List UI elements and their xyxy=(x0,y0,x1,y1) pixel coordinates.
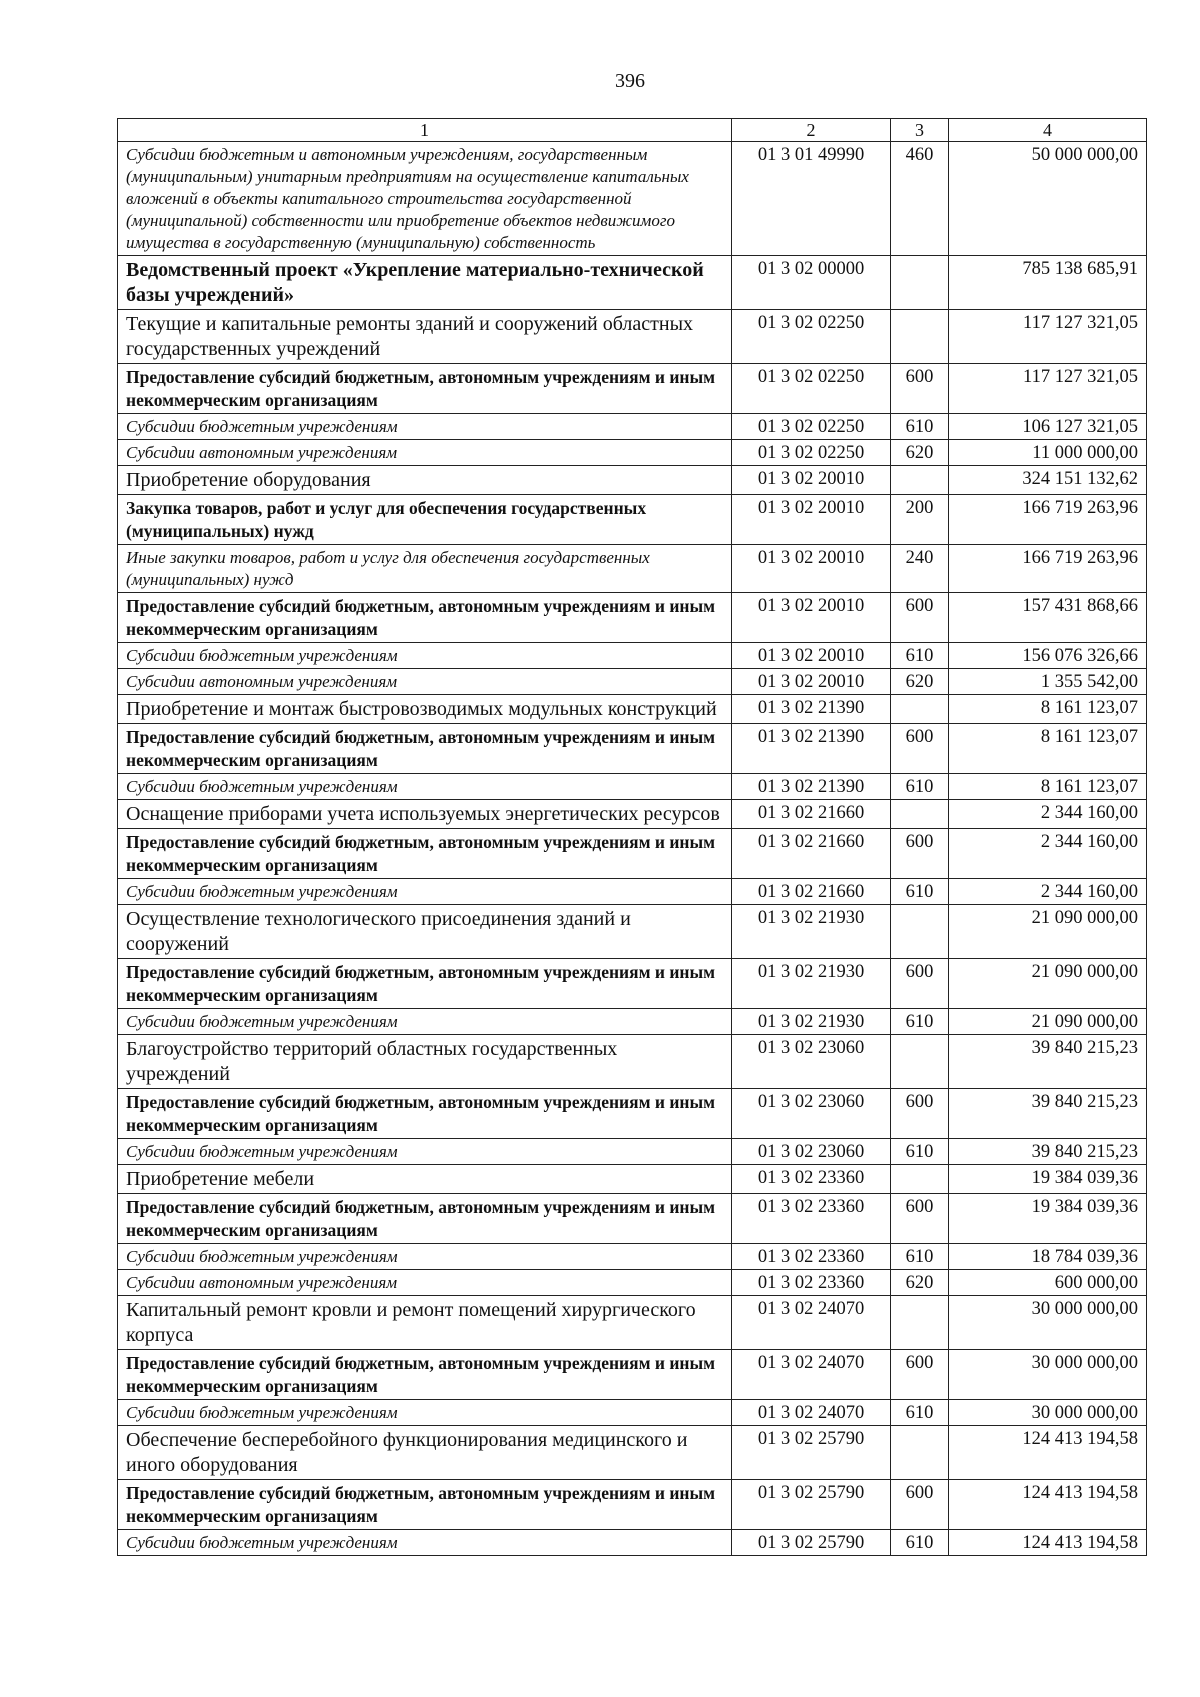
table-row xyxy=(118,593,1147,643)
row-type: 600 xyxy=(891,829,949,879)
row-code: 01 3 02 00000 xyxy=(732,256,891,310)
row-label: Предоставление субсидий бюджетным, автономным учреждениям и иным некоммерческим организациям xyxy=(118,1350,732,1400)
row-label: Закупка товаров, работ и услуг для обеспечения государственных (муниципальных) нужд xyxy=(118,495,732,545)
row-type: 240 xyxy=(891,545,949,593)
row-code: 01 3 02 21930 xyxy=(732,959,891,1009)
row-amount: 166 719 263,96 xyxy=(949,495,1147,545)
row-code: 01 3 02 20010 xyxy=(732,669,891,695)
row-label: Предоставление субсидий бюджетным, автономным учреждениям и иным некоммерческим организациям xyxy=(118,364,732,414)
row-code: 01 3 02 20010 xyxy=(732,643,891,669)
table-row xyxy=(118,1480,1147,1530)
row-amount: 19 384 039,36 xyxy=(949,1194,1147,1244)
row-code: 01 3 02 23360 xyxy=(732,1165,891,1194)
table-row xyxy=(118,1165,1147,1194)
row-code: 01 3 02 02250 xyxy=(732,364,891,414)
row-type: 600 xyxy=(891,724,949,774)
row-label: Субсидии автономным учреждениям xyxy=(118,440,732,466)
table-row xyxy=(118,1009,1147,1035)
row-amount: 30 000 000,00 xyxy=(949,1296,1147,1350)
row-code: 01 3 02 21660 xyxy=(732,879,891,905)
row-label: Субсидии автономным учреждениям xyxy=(118,1270,732,1296)
row-amount: 50 000 000,00 xyxy=(949,142,1147,256)
row-label: Субсидии бюджетным учреждениям xyxy=(118,1400,732,1426)
row-amount: 39 840 215,23 xyxy=(949,1089,1147,1139)
row-type: 600 xyxy=(891,593,949,643)
row-label: Предоставление субсидий бюджетным, автономным учреждениям и иным некоммерческим организациям xyxy=(118,1194,732,1244)
row-label: Предоставление субсидий бюджетным, автономным учреждениям и иным некоммерческим организациям xyxy=(118,724,732,774)
row-amount: 21 090 000,00 xyxy=(949,905,1147,959)
table-row xyxy=(118,495,1147,545)
row-type xyxy=(891,466,949,495)
row-code: 01 3 02 21390 xyxy=(732,724,891,774)
row-amount: 106 127 321,05 xyxy=(949,414,1147,440)
row-code: 01 3 02 21660 xyxy=(732,800,891,829)
row-code: 01 3 01 49990 xyxy=(732,142,891,256)
row-code: 01 3 02 21930 xyxy=(732,1009,891,1035)
table-row xyxy=(118,1035,1147,1089)
row-code: 01 3 02 02250 xyxy=(732,310,891,364)
table-row xyxy=(118,1350,1147,1400)
table-row xyxy=(118,466,1147,495)
row-label: Субсидии бюджетным учреждениям xyxy=(118,879,732,905)
row-type xyxy=(891,1165,949,1194)
row-type: 610 xyxy=(891,1400,949,1426)
row-code: 01 3 02 21930 xyxy=(732,905,891,959)
table-row xyxy=(118,256,1147,310)
table-row xyxy=(118,414,1147,440)
row-label: Приобретение мебели xyxy=(118,1165,732,1194)
row-type: 610 xyxy=(891,774,949,800)
row-label: Субсидии бюджетным учреждениям xyxy=(118,643,732,669)
table-row xyxy=(118,800,1147,829)
row-amount: 19 384 039,36 xyxy=(949,1165,1147,1194)
row-label: Приобретение оборудования xyxy=(118,466,732,495)
row-label: Субсидии бюджетным учреждениям xyxy=(118,1139,732,1165)
row-label: Предоставление субсидий бюджетным, автономным учреждениям и иным некоммерческим организациям xyxy=(118,829,732,879)
row-amount: 30 000 000,00 xyxy=(949,1400,1147,1426)
table-row xyxy=(118,1296,1147,1350)
row-code: 01 3 02 23060 xyxy=(732,1035,891,1089)
row-type xyxy=(891,256,949,310)
table-row xyxy=(118,774,1147,800)
row-amount: 117 127 321,05 xyxy=(949,310,1147,364)
row-amount: 30 000 000,00 xyxy=(949,1350,1147,1400)
row-amount: 124 413 194,58 xyxy=(949,1480,1147,1530)
row-type xyxy=(891,800,949,829)
row-amount: 2 344 160,00 xyxy=(949,829,1147,879)
row-amount: 8 161 123,07 xyxy=(949,724,1147,774)
row-amount: 600 000,00 xyxy=(949,1270,1147,1296)
row-label: Обеспечение бесперебойного функционирования медицинского и иного оборудования xyxy=(118,1426,732,1480)
row-type: 600 xyxy=(891,959,949,1009)
row-label: Предоставление субсидий бюджетным, автономным учреждениям и иным некоммерческим организациям xyxy=(118,1480,732,1530)
row-code: 01 3 02 23360 xyxy=(732,1270,891,1296)
row-label: Субсидии бюджетным учреждениям xyxy=(118,774,732,800)
table-row xyxy=(118,669,1147,695)
table-row xyxy=(118,724,1147,774)
row-code: 01 3 02 25790 xyxy=(732,1426,891,1480)
row-amount: 2 344 160,00 xyxy=(949,879,1147,905)
budget-table xyxy=(117,118,1147,1556)
row-label: Иные закупки товаров, работ и услуг для обеспечения государственных (муниципальных) нужд xyxy=(118,545,732,593)
row-code: 01 3 02 02250 xyxy=(732,440,891,466)
table-row xyxy=(118,142,1147,256)
row-type xyxy=(891,695,949,724)
header-col-3: 3 xyxy=(891,119,949,142)
row-code: 01 3 02 24070 xyxy=(732,1400,891,1426)
table-row xyxy=(118,1244,1147,1270)
row-label: Субсидии бюджетным учреждениям xyxy=(118,1530,732,1556)
row-code: 01 3 02 02250 xyxy=(732,414,891,440)
row-type: 600 xyxy=(891,364,949,414)
row-code: 01 3 02 21660 xyxy=(732,829,891,879)
row-type: 600 xyxy=(891,1194,949,1244)
row-type xyxy=(891,1296,949,1350)
row-amount: 21 090 000,00 xyxy=(949,1009,1147,1035)
row-type: 610 xyxy=(891,1139,949,1165)
row-amount: 18 784 039,36 xyxy=(949,1244,1147,1270)
row-code: 01 3 02 25790 xyxy=(732,1480,891,1530)
row-type: 610 xyxy=(891,414,949,440)
row-code: 01 3 02 20010 xyxy=(732,545,891,593)
table-row xyxy=(118,1530,1147,1556)
row-label: Субсидии автономным учреждениям xyxy=(118,669,732,695)
row-code: 01 3 02 24070 xyxy=(732,1350,891,1400)
row-type xyxy=(891,1035,949,1089)
table-row xyxy=(118,643,1147,669)
row-code: 01 3 02 20010 xyxy=(732,593,891,643)
row-label: Предоставление субсидий бюджетным, автономным учреждениям и иным некоммерческим организациям xyxy=(118,1089,732,1139)
row-type: 620 xyxy=(891,669,949,695)
row-amount: 124 413 194,58 xyxy=(949,1530,1147,1556)
row-amount: 156 076 326,66 xyxy=(949,643,1147,669)
row-amount: 166 719 263,96 xyxy=(949,545,1147,593)
table-row xyxy=(118,905,1147,959)
row-type xyxy=(891,905,949,959)
header-col-1: 1 xyxy=(118,119,732,142)
row-type: 620 xyxy=(891,440,949,466)
row-type: 610 xyxy=(891,643,949,669)
row-type: 610 xyxy=(891,1244,949,1270)
row-code: 01 3 02 23060 xyxy=(732,1089,891,1139)
row-label: Предоставление субсидий бюджетным, автономным учреждениям и иным некоммерческим организациям xyxy=(118,593,732,643)
table-row xyxy=(118,959,1147,1009)
row-type: 600 xyxy=(891,1480,949,1530)
row-code: 01 3 02 24070 xyxy=(732,1296,891,1350)
row-label: Осуществление технологического присоединения зданий и сооружений xyxy=(118,905,732,959)
row-label: Благоустройство территорий областных государственных учреждений xyxy=(118,1035,732,1089)
row-label: Ведомственный проект «Укрепление материально-технической базы учреждений» xyxy=(118,256,732,310)
row-amount: 39 840 215,23 xyxy=(949,1139,1147,1165)
table-row xyxy=(118,1139,1147,1165)
row-amount: 324 151 132,62 xyxy=(949,466,1147,495)
table-body xyxy=(118,142,1147,1556)
table-row xyxy=(118,545,1147,593)
row-type: 610 xyxy=(891,879,949,905)
row-type: 200 xyxy=(891,495,949,545)
row-label: Субсидии бюджетным учреждениям xyxy=(118,1009,732,1035)
row-label: Субсидии бюджетным учреждениям xyxy=(118,414,732,440)
table-row xyxy=(118,1194,1147,1244)
row-type: 620 xyxy=(891,1270,949,1296)
row-type: 610 xyxy=(891,1530,949,1556)
row-label: Текущие и капитальные ремонты зданий и сооружений областных государственных учреждений xyxy=(118,310,732,364)
header-col-2: 2 xyxy=(732,119,891,142)
row-amount: 8 161 123,07 xyxy=(949,695,1147,724)
row-amount: 124 413 194,58 xyxy=(949,1426,1147,1480)
table-row xyxy=(118,829,1147,879)
table-row xyxy=(118,1400,1147,1426)
row-code: 01 3 02 21390 xyxy=(732,774,891,800)
row-amount: 157 431 868,66 xyxy=(949,593,1147,643)
table-row xyxy=(118,879,1147,905)
page-number: 396 xyxy=(615,70,645,92)
header-row xyxy=(118,119,1147,142)
table-row xyxy=(118,440,1147,466)
row-amount: 39 840 215,23 xyxy=(949,1035,1147,1089)
row-label: Субсидии бюджетным и автономным учреждениям, государственным (муниципальным) унитарным предприятиям на осуществление капитальных вложений в объекты капитального строительства государственной (муниципальной) собственности или приобретение объектов недвижимого имущества в государственную (муниципальную) собственность xyxy=(118,142,732,256)
row-type: 460 xyxy=(891,142,949,256)
header-col-4: 4 xyxy=(949,119,1147,142)
row-type xyxy=(891,310,949,364)
row-amount: 2 344 160,00 xyxy=(949,800,1147,829)
row-amount: 11 000 000,00 xyxy=(949,440,1147,466)
table-row xyxy=(118,1089,1147,1139)
row-amount: 8 161 123,07 xyxy=(949,774,1147,800)
row-label: Приобретение и монтаж быстровозводимых модульных конструкций xyxy=(118,695,732,724)
row-label: Субсидии бюджетным учреждениям xyxy=(118,1244,732,1270)
row-amount: 1 355 542,00 xyxy=(949,669,1147,695)
table-row xyxy=(118,364,1147,414)
row-code: 01 3 02 20010 xyxy=(732,466,891,495)
row-amount: 785 138 685,91 xyxy=(949,256,1147,310)
row-label: Капитальный ремонт кровли и ремонт помещений хирургического корпуса xyxy=(118,1296,732,1350)
row-amount: 117 127 321,05 xyxy=(949,364,1147,414)
row-type: 600 xyxy=(891,1089,949,1139)
row-code: 01 3 02 25790 xyxy=(732,1530,891,1556)
table-row xyxy=(118,1270,1147,1296)
row-type: 600 xyxy=(891,1350,949,1400)
table-row xyxy=(118,310,1147,364)
row-code: 01 3 02 21390 xyxy=(732,695,891,724)
row-type: 610 xyxy=(891,1009,949,1035)
row-code: 01 3 02 23060 xyxy=(732,1139,891,1165)
row-code: 01 3 02 23360 xyxy=(732,1244,891,1270)
row-type xyxy=(891,1426,949,1480)
row-label: Предоставление субсидий бюджетным, автономным учреждениям и иным некоммерческим организациям xyxy=(118,959,732,1009)
row-code: 01 3 02 23360 xyxy=(732,1194,891,1244)
row-label: Оснащение приборами учета используемых энергетических ресурсов xyxy=(118,800,732,829)
row-code: 01 3 02 20010 xyxy=(732,495,891,545)
table-row xyxy=(118,1426,1147,1480)
row-amount: 21 090 000,00 xyxy=(949,959,1147,1009)
table-row xyxy=(118,695,1147,724)
